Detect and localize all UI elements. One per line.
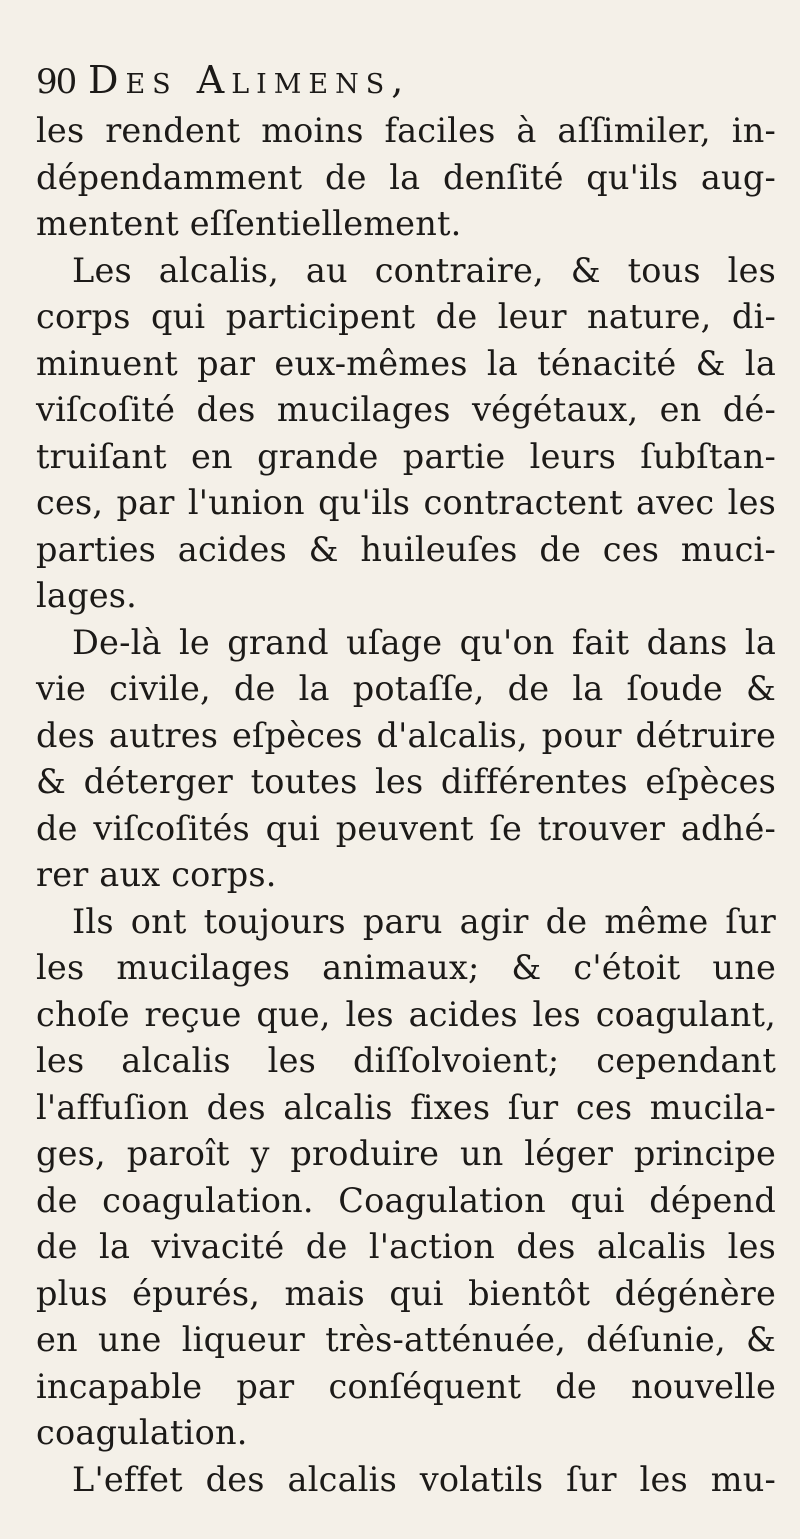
paragraph-start-line: De-là le grand uſage qu'on fait dans la — [72, 622, 776, 662]
text-line: & déterger toutes les différentes eſpèces — [36, 762, 776, 801]
running-title: Des Alimens, — [88, 58, 411, 102]
text-line: ges, paroît y produire un léger principe — [36, 1134, 776, 1173]
text-line: incapable par conſéquent de nouvelle — [36, 1366, 776, 1406]
text-line: parties acides & huileuſes de ces muci- — [36, 529, 776, 569]
text-line: les rendent moins faciles à aſſimiler, in- — [36, 111, 776, 150]
text-line: minuent par eux-mêmes la ténacité & la — [36, 343, 776, 383]
text-line: en une liqueur très-atténuée, déſunie, & — [36, 1320, 776, 1359]
text-line: ces, par l'union qu'ils contractent avec les — [36, 483, 776, 522]
text-line: de viſcoſités qui peuvent ſe trouver adhé- — [36, 808, 776, 848]
page-header — [36, 58, 776, 102]
text-line: dépendamment de la denſité qu'ils aug- — [36, 157, 776, 197]
text-line: lages. — [36, 576, 137, 615]
text-line: mentent eſſentiellement. — [36, 204, 462, 243]
text-line: plus épurés, mais qui bientôt dégénère — [36, 1273, 776, 1313]
paragraph-start-line: Les alcalis, au contraire, & tous les — [72, 250, 776, 290]
text-line: de la vivacité de l'action des alcalis les — [36, 1227, 776, 1266]
text-line: de coagulation. Coagulation qui dépend — [36, 1180, 776, 1220]
text-line: les alcalis les diſſolvoient; cependant — [36, 1041, 776, 1080]
page-number: 90 — [36, 62, 76, 102]
body-text — [36, 108, 776, 1503]
text-line: corps qui participent de leur nature, di- — [36, 297, 776, 336]
text-line: rer aux corps. — [36, 855, 277, 894]
text-line: les mucilages animaux; & c'étoit une — [36, 948, 776, 987]
book-page — [36, 58, 776, 1503]
text-line: des autres eſpèces d'alcalis, pour détruire — [36, 715, 776, 755]
paragraph-start-line: Ils ont toujours paru agir de même ſur — [72, 901, 776, 941]
text-line: choſe reçue que, les acides les coagulant, — [36, 994, 776, 1034]
text-line: coagulation. — [36, 1413, 248, 1452]
paragraph-start-line: L'effet des alcalis volatils ſur les mu- — [72, 1459, 776, 1499]
text-line: l'affuſion des alcalis fixes ſur ces mucila- — [36, 1087, 776, 1127]
text-line: vie civile, de la potaſſe, de la ſoude & — [36, 669, 776, 708]
text-line: viſcoſité des mucilages végétaux, en dé- — [36, 390, 776, 429]
text-line: truiſant en grande partie leurs ſubſtan- — [36, 436, 776, 476]
